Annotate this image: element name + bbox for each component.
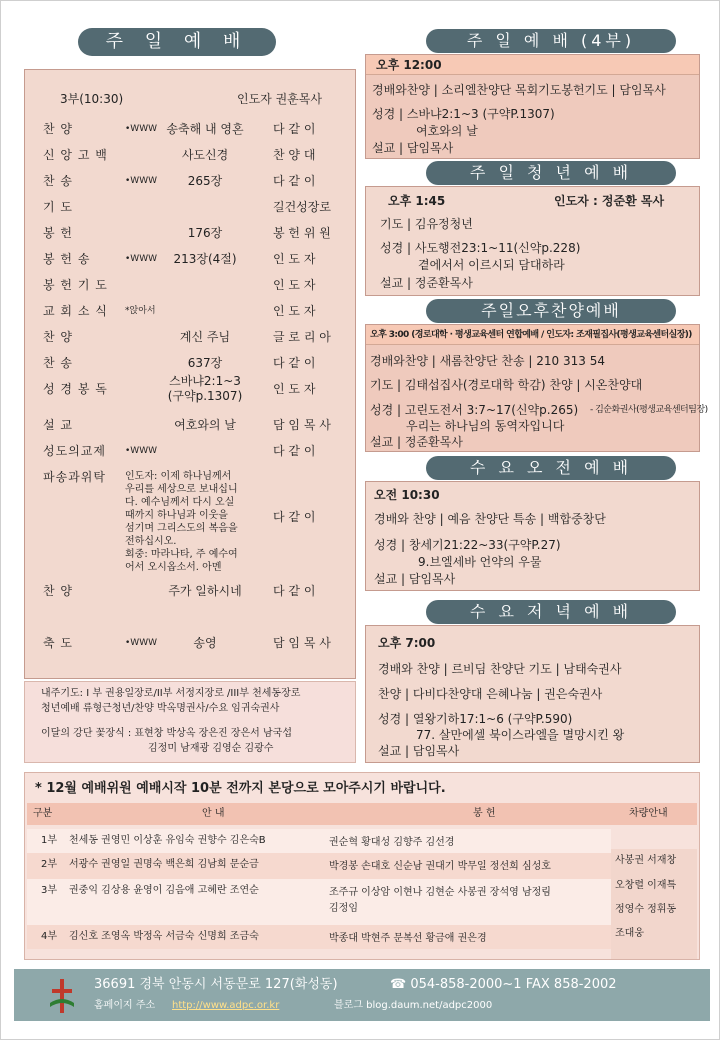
committee-box — [24, 772, 700, 960]
order-item-content: 송영 — [193, 636, 217, 650]
wed-evening-title: 77. 살만에셀 북이스라엘을 멸망시킨 왕 — [416, 728, 625, 742]
wed-morning-box — [365, 481, 700, 591]
order-item-mark: •WWW — [125, 254, 158, 264]
afternoon-praise-line1: 경배와찬양 | 새롬찬양단 찬송 | 210 313 54 — [370, 354, 605, 368]
wed-evening-scripture: 성경 | 열왕기하17:1~6 (구약P.590) — [378, 712, 573, 726]
service-4-sermon: 설교 | 담임목사 — [372, 141, 454, 155]
committee-header-offering: 봉 헌 — [473, 808, 496, 819]
committee-guide: 김신호 조영옥 박정옥 서금숙 신명희 조금숙 — [69, 931, 259, 942]
youth-service-title: 곁에서서 이르시되 담대하라 — [418, 258, 565, 272]
order-item-mark: •WWW — [125, 446, 158, 456]
committee-offering: 박종대 박현주 문복선 황금애 권은경 — [329, 933, 487, 944]
order-item-content: 주가 일하시네 — [168, 584, 242, 598]
order-item-by: 다 같 이 — [273, 174, 316, 188]
notice-youth: 청년예배 류형근청년/찬양 박옥명권사/수요 임귀숙권사 — [41, 703, 280, 714]
order-item-by: 담 임 목 사 — [273, 636, 331, 650]
order-item-mark: *앉아서 — [125, 306, 156, 316]
committee-part: 1부 — [41, 835, 58, 846]
committee-header-guide: 안 내 — [202, 808, 225, 819]
order-item-by: 다 같 이 — [273, 510, 316, 524]
notice-flowers-2: 김정미 남재광 김영순 김광수 — [148, 743, 274, 754]
order-item-content: 사도신경 — [181, 148, 229, 162]
order-item-mark: •WWW — [125, 638, 158, 648]
wed-morning-scripture: 성경 | 창세기21:22~33(구약P.27) — [374, 538, 561, 552]
order-item-by: 인 도 자 — [273, 278, 316, 292]
service-4-scripture: 성경 | 스바냐2:1~3 (구약P.1307) — [372, 107, 555, 121]
order-item-label: 봉 헌 송 — [43, 252, 91, 266]
committee-row — [27, 879, 611, 925]
committee-row — [27, 925, 611, 949]
order-item-label: 성도의교제 — [43, 444, 106, 458]
committee-header-vehicle: 차량안내 — [629, 808, 668, 819]
order-of-service-box — [24, 69, 356, 679]
order-item-label: 성 경 봉 독 — [43, 382, 108, 396]
youth-service-time: 오후 1:45 — [388, 194, 446, 208]
youth-service-leader: 인도자 : 정준환 목사 — [554, 194, 665, 208]
order-item-by: 담 임 목 사 — [273, 418, 331, 432]
church-cross-logo-icon — [50, 979, 74, 1013]
order-item-by: 다 같 이 — [273, 444, 316, 458]
order-item-label: 설 교 — [43, 418, 73, 432]
order-item-label: 찬 송 — [43, 356, 73, 370]
youth-service-box — [365, 186, 700, 296]
service-time: 3부(10:30) — [60, 92, 124, 106]
order-item-label: 봉 헌 기 도 — [43, 278, 108, 292]
afternoon-praise-time: 오후 3:00 (경로대학 · 평생교육센터 연합예배 / 인도자: 조재필집사(평생교육센터실장)) — [370, 330, 692, 340]
notice-prayer: 내주기도: I 부 권용일장로/II부 서정지장로 /III부 천세동장로 — [41, 688, 301, 699]
afternoon-praise-box — [365, 324, 708, 452]
committee-offering: 박경봉 손대호 신순남 권대기 박무일 정선희 심성호 — [329, 861, 551, 872]
order-item-mark: •WWW — [125, 124, 158, 134]
committee-guide: 천세동 권영민 이상훈 유임숙 권향수 김은숙B — [69, 835, 266, 846]
footer-homepage-label: 홈페이지 주소 — [94, 1000, 156, 1011]
committee-header-row — [27, 803, 697, 825]
service-4-line1: 경배와찬양 | 소리엘찬양단 목회기도봉헌기도 | 담임목사 — [372, 83, 666, 97]
order-item-label: 기 도 — [43, 200, 73, 214]
footer-blog: 블로그 blog.daum.net/adpc2000 — [334, 1000, 493, 1011]
committee-guide: 권중익 김상용 윤영이 김음애 고혜란 조연순 — [69, 885, 259, 896]
order-item-content: 여호와의 날 — [174, 418, 236, 432]
wed-morning-title: 9.브엘세바 언약의 우물 — [418, 555, 542, 569]
order-item-content: 송축해 내 영혼 — [166, 122, 244, 136]
order-item-by: 다 같 이 — [273, 584, 316, 598]
sunday-service-header: 주 일 예 배 — [78, 28, 276, 56]
vehicle-name: 오창렬 이재특 — [615, 880, 677, 891]
order-item-label: 축 도 — [43, 636, 73, 650]
order-item-content: 계신 주님 — [179, 330, 231, 344]
wed-evening-header: 수 요 저 녁 예 배 — [426, 600, 676, 624]
footer — [14, 969, 710, 1021]
notice-flowers: 이달의 강단 꽃장식 : 표현창 박상옥 장은진 장은서 남국섭 — [41, 728, 292, 739]
order-item-content: 스바냐2:1~3 (구약p.1307) — [167, 374, 243, 403]
service-4-time: 오후 12:00 — [376, 58, 442, 72]
committee-offering: 권순혁 황대성 김향주 김선경 — [329, 837, 455, 848]
committee-title: * 12월 예배위원 예배시작 10분 전까지 본당으로 모아주시기 바랍니다. — [35, 781, 446, 796]
afternoon-praise-scripture: 성경 | 고린도전서 3:7~17(신약p.265) — [370, 403, 579, 417]
order-item-content: 176장 — [187, 226, 223, 240]
committee-row — [27, 853, 611, 879]
committee-row — [27, 829, 611, 853]
order-item-by: 길건성장로 — [273, 200, 331, 214]
afternoon-praise-reader: - 김순화권사(평생교육센터팀장) — [590, 405, 708, 415]
order-item-by: 인 도 자 — [273, 304, 316, 318]
notice-box — [24, 681, 356, 763]
order-item-by: 봉 헌 위 원 — [273, 226, 331, 240]
order-item-by: 인 도 자 — [273, 382, 316, 396]
wed-morning-header: 수 요 오 전 예 배 — [426, 456, 676, 480]
wed-evening-sermon: 설교 | 담임목사 — [378, 744, 460, 758]
vehicle-name: 정영수 정휘동 — [615, 904, 677, 915]
youth-service-sermon: 설교 | 정준환목사 — [380, 276, 473, 290]
service-4-header: 주 일 예 배 (4부) — [426, 29, 676, 53]
committee-part: 4부 — [41, 931, 58, 942]
youth-service-scripture: 성경 | 사도행전23:1~11(신약p.228) — [380, 241, 581, 255]
vehicle-name: 조대웅 — [615, 928, 644, 939]
order-item-label: 찬 양 — [43, 330, 73, 344]
order-item-by: 다 같 이 — [273, 122, 316, 136]
afternoon-praise-title: 우리는 하나님의 동역자입니다 — [406, 419, 565, 433]
wed-evening-time: 오후 7:00 — [378, 636, 436, 650]
committee-guide: 서광수 권영일 권명숙 백은희 김남희 문순금 — [69, 859, 259, 870]
order-item-label: 찬 양 — [43, 122, 73, 136]
footer-homepage-link[interactable]: http://www.adpc.or.kr — [172, 1000, 280, 1011]
wed-evening-line1: 경배와 찬양 | 르비딤 찬양단 기도 | 남태숙권사 — [378, 662, 622, 676]
afternoon-praise-line2: 기도 | 김태섭집사(경로대학 학감) 찬양 | 시온찬양대 — [370, 378, 643, 392]
wed-evening-line2: 찬양 | 다비다찬양대 은혜나눔 | 권은숙권사 — [378, 687, 603, 701]
order-item-by: 찬 양 대 — [273, 148, 316, 162]
wed-morning-line1: 경배와 찬양 | 예음 찬양단 특송 | 백합중창단 — [374, 512, 606, 526]
wed-morning-sermon: 설교 | 담임목사 — [374, 572, 456, 586]
committee-offering: 조주규 이상암 이현나 김현순 사봉권 장석영 남정림 김정임 — [329, 887, 551, 914]
order-item-label: 찬 송 — [43, 174, 73, 188]
youth-service-prayer: 기도 | 김유정청년 — [380, 217, 473, 231]
committee-header-part: 구분 — [33, 808, 53, 819]
vehicle-name: 사봉권 서재창 — [615, 855, 677, 866]
order-item-label: 신 앙 고 백 — [43, 148, 108, 162]
order-item-content: 213장(4절) — [173, 252, 237, 266]
order-item-by: 글 로 리 아 — [273, 330, 331, 344]
youth-service-header: 주 일 청 년 예 배 — [426, 161, 676, 185]
order-item-content: 265장 — [187, 174, 223, 188]
vehicle-column — [611, 849, 697, 959]
committee-part: 2부 — [41, 859, 58, 870]
wed-morning-time: 오전 10:30 — [374, 488, 440, 502]
service-4-title: 여호와의 날 — [416, 124, 478, 138]
order-item-label: 찬 양 — [43, 584, 73, 598]
order-item-label: 파송과위탁 — [43, 470, 106, 484]
order-item-by: 다 같 이 — [273, 356, 316, 370]
order-item-by: 인 도 자 — [273, 252, 316, 266]
service-leader: 인도자 권훈목사 — [237, 92, 322, 106]
footer-address: 36691 경북 안동시 서동문로 127(화성동) — [94, 977, 338, 992]
service-4-box — [365, 54, 700, 159]
order-item-content: 637장 — [187, 356, 223, 370]
afternoon-praise-header: 주일오후찬양예배 — [426, 299, 676, 323]
order-item-label: 교 회 소 식 — [43, 304, 108, 318]
footer-phone: ☎ 054-858-2000~1 FAX 858-2002 — [390, 977, 617, 992]
committee-part: 3부 — [41, 885, 58, 896]
wed-evening-box — [365, 625, 700, 763]
order-item-label: 봉 헌 — [43, 226, 73, 240]
afternoon-praise-sermon: 설교 | 정준환목사 — [370, 435, 463, 449]
order-item-mark: •WWW — [125, 176, 158, 186]
order-item-content: 인도자: 이제 하나님께서 우리를 세상으로 보내십니 다. 예수님께서 다시 오실 때까지 하나님과 이웃을 섬기며 그리스도의 복음을 전하십시오. 회중: 마라나타, 주 예수여 어서 오시옵소서. 아멘 — [125, 471, 238, 573]
